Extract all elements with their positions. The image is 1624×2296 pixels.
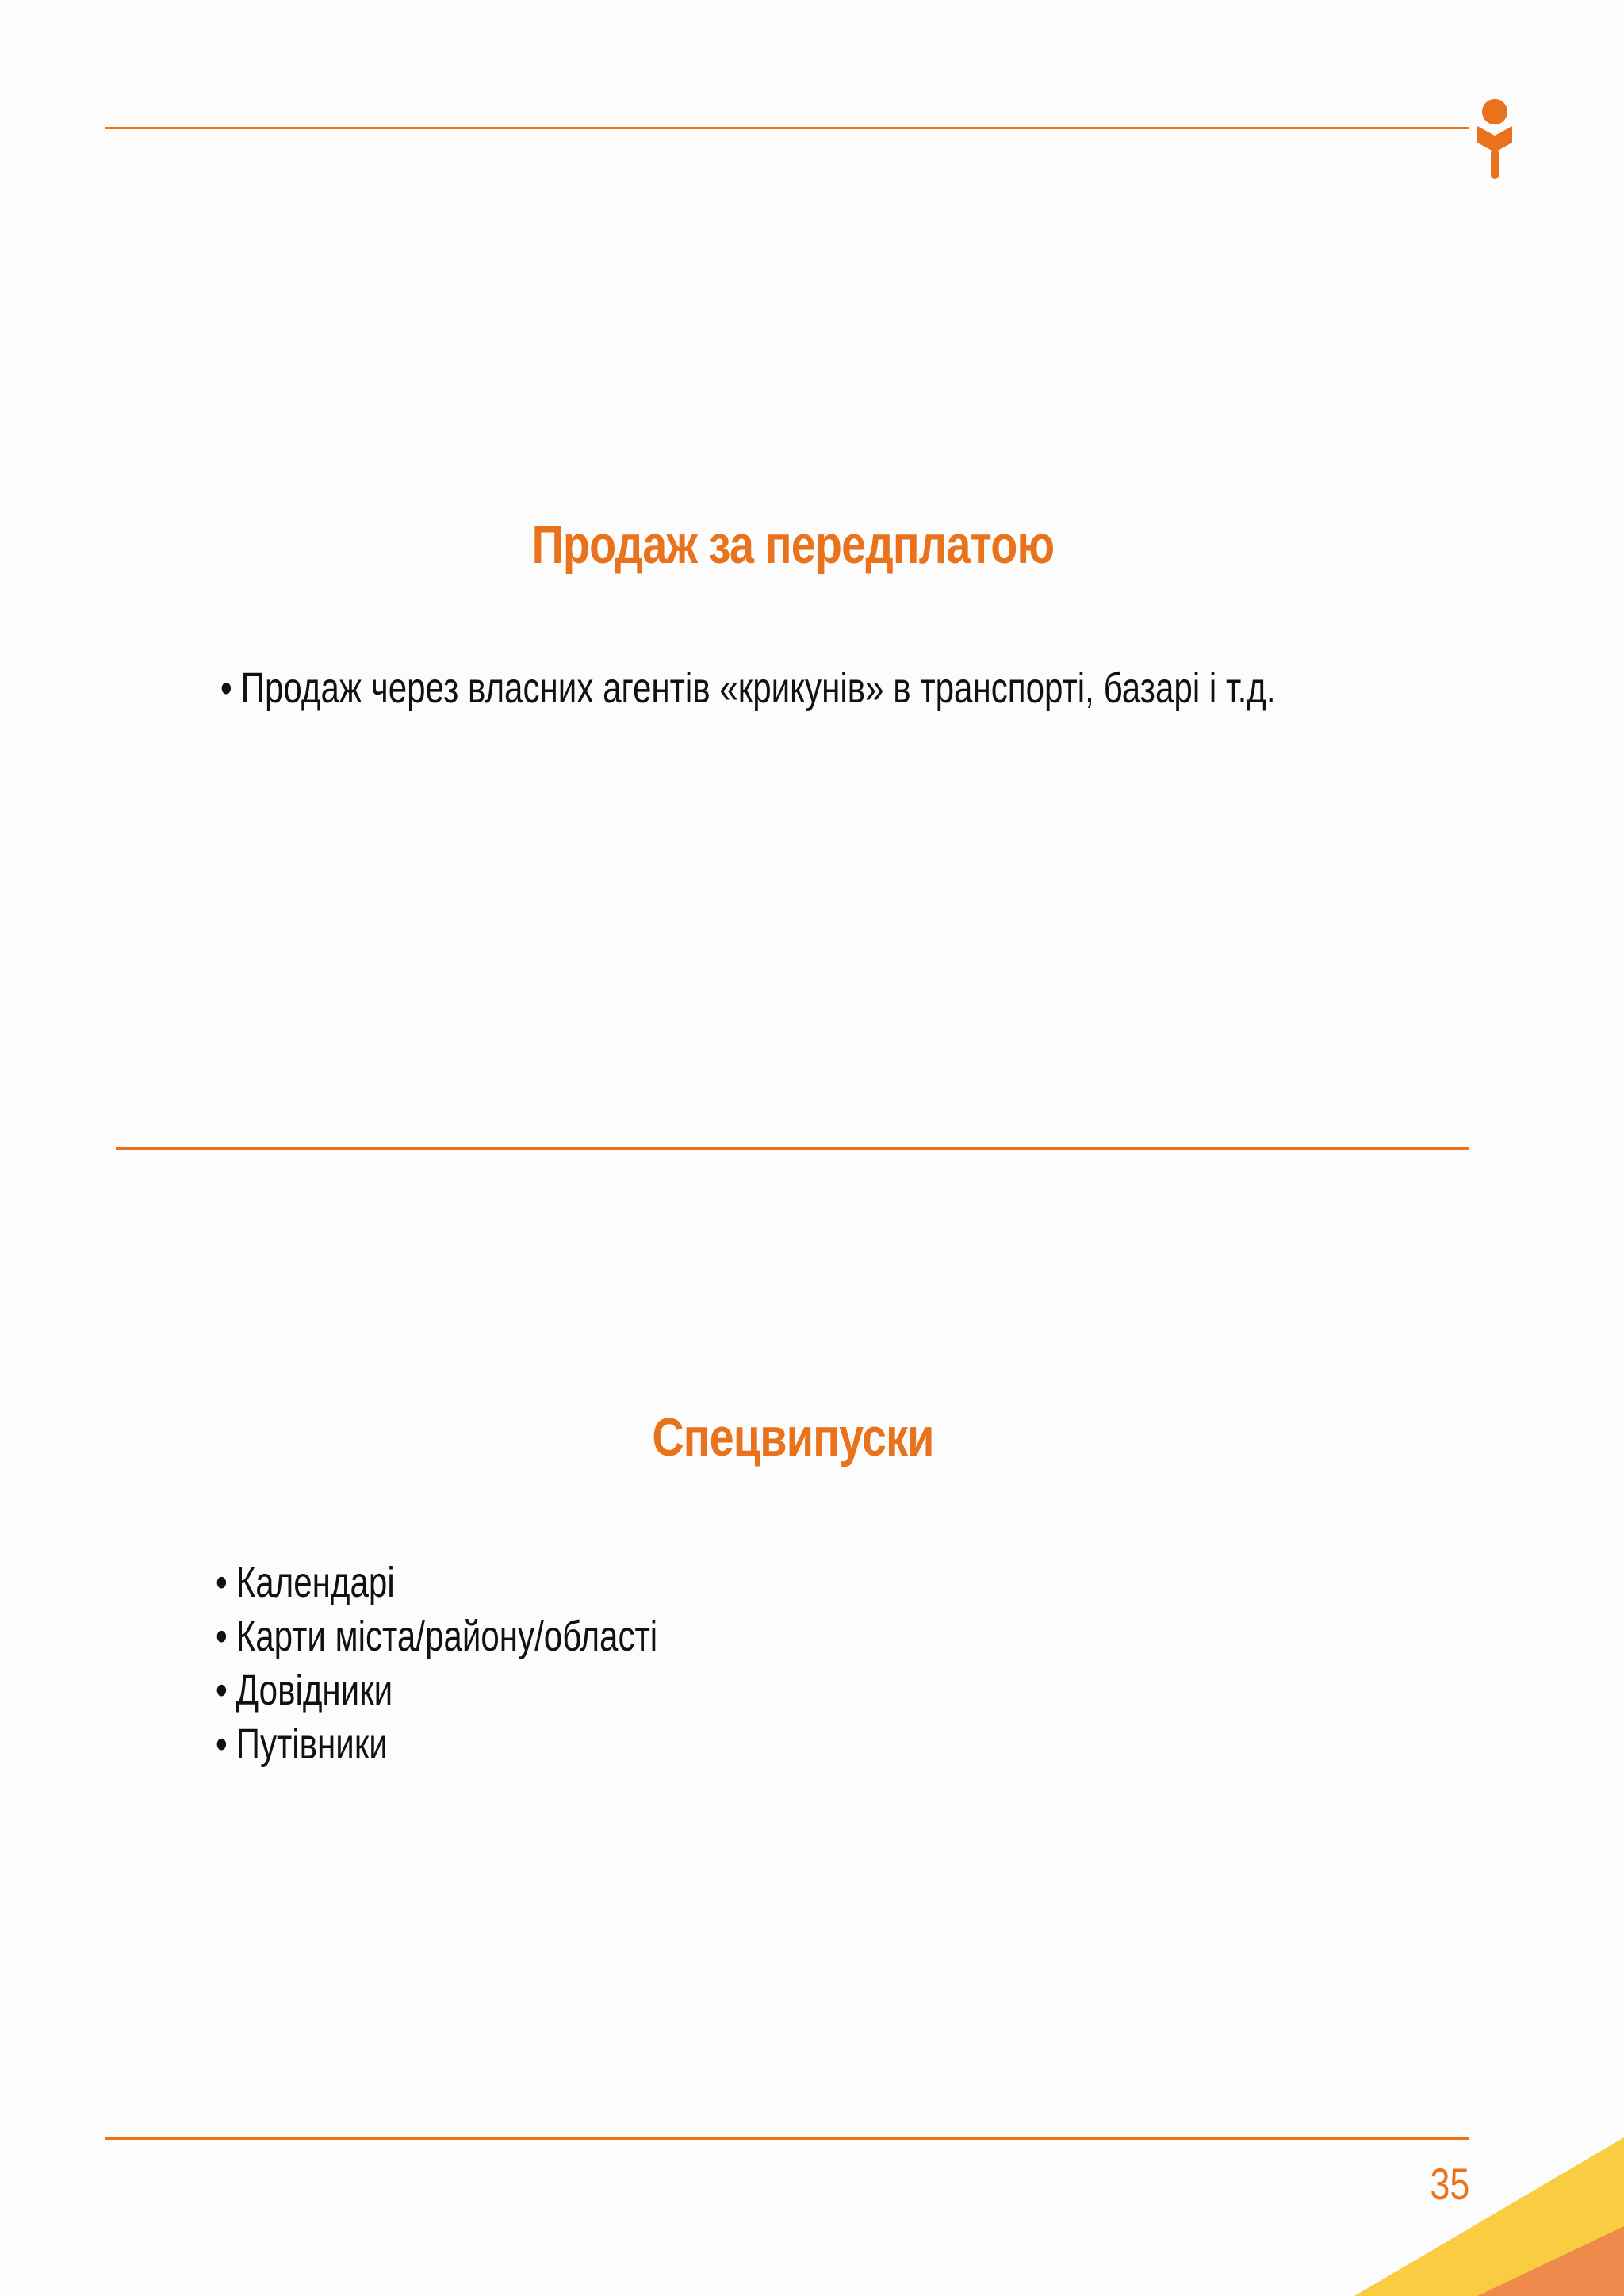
page-number: 35 (1430, 2159, 1469, 2209)
corner-decoration (1354, 2137, 1624, 2296)
section-special-issues-list (216, 1556, 657, 1771)
list-item: • Путівники (216, 1717, 657, 1771)
section-divider (116, 1147, 1469, 1150)
section-title-special-issues: Спецвипуски (652, 1407, 934, 1468)
list-item: • Календарі (216, 1556, 657, 1609)
list-item: • Довідники (216, 1663, 657, 1717)
section-subscription-list (220, 661, 1276, 715)
header-divider (105, 127, 1469, 129)
list-item: • Карти міста/району/області (216, 1609, 657, 1663)
person-pin-icon (1475, 98, 1515, 179)
section-title-subscription: Продаж за передплатою (531, 515, 1055, 575)
list-item: • Продаж через власних агентів «крикунів» в транспорті, базарі і т.д. (220, 661, 1276, 715)
footer-divider (105, 2137, 1469, 2140)
